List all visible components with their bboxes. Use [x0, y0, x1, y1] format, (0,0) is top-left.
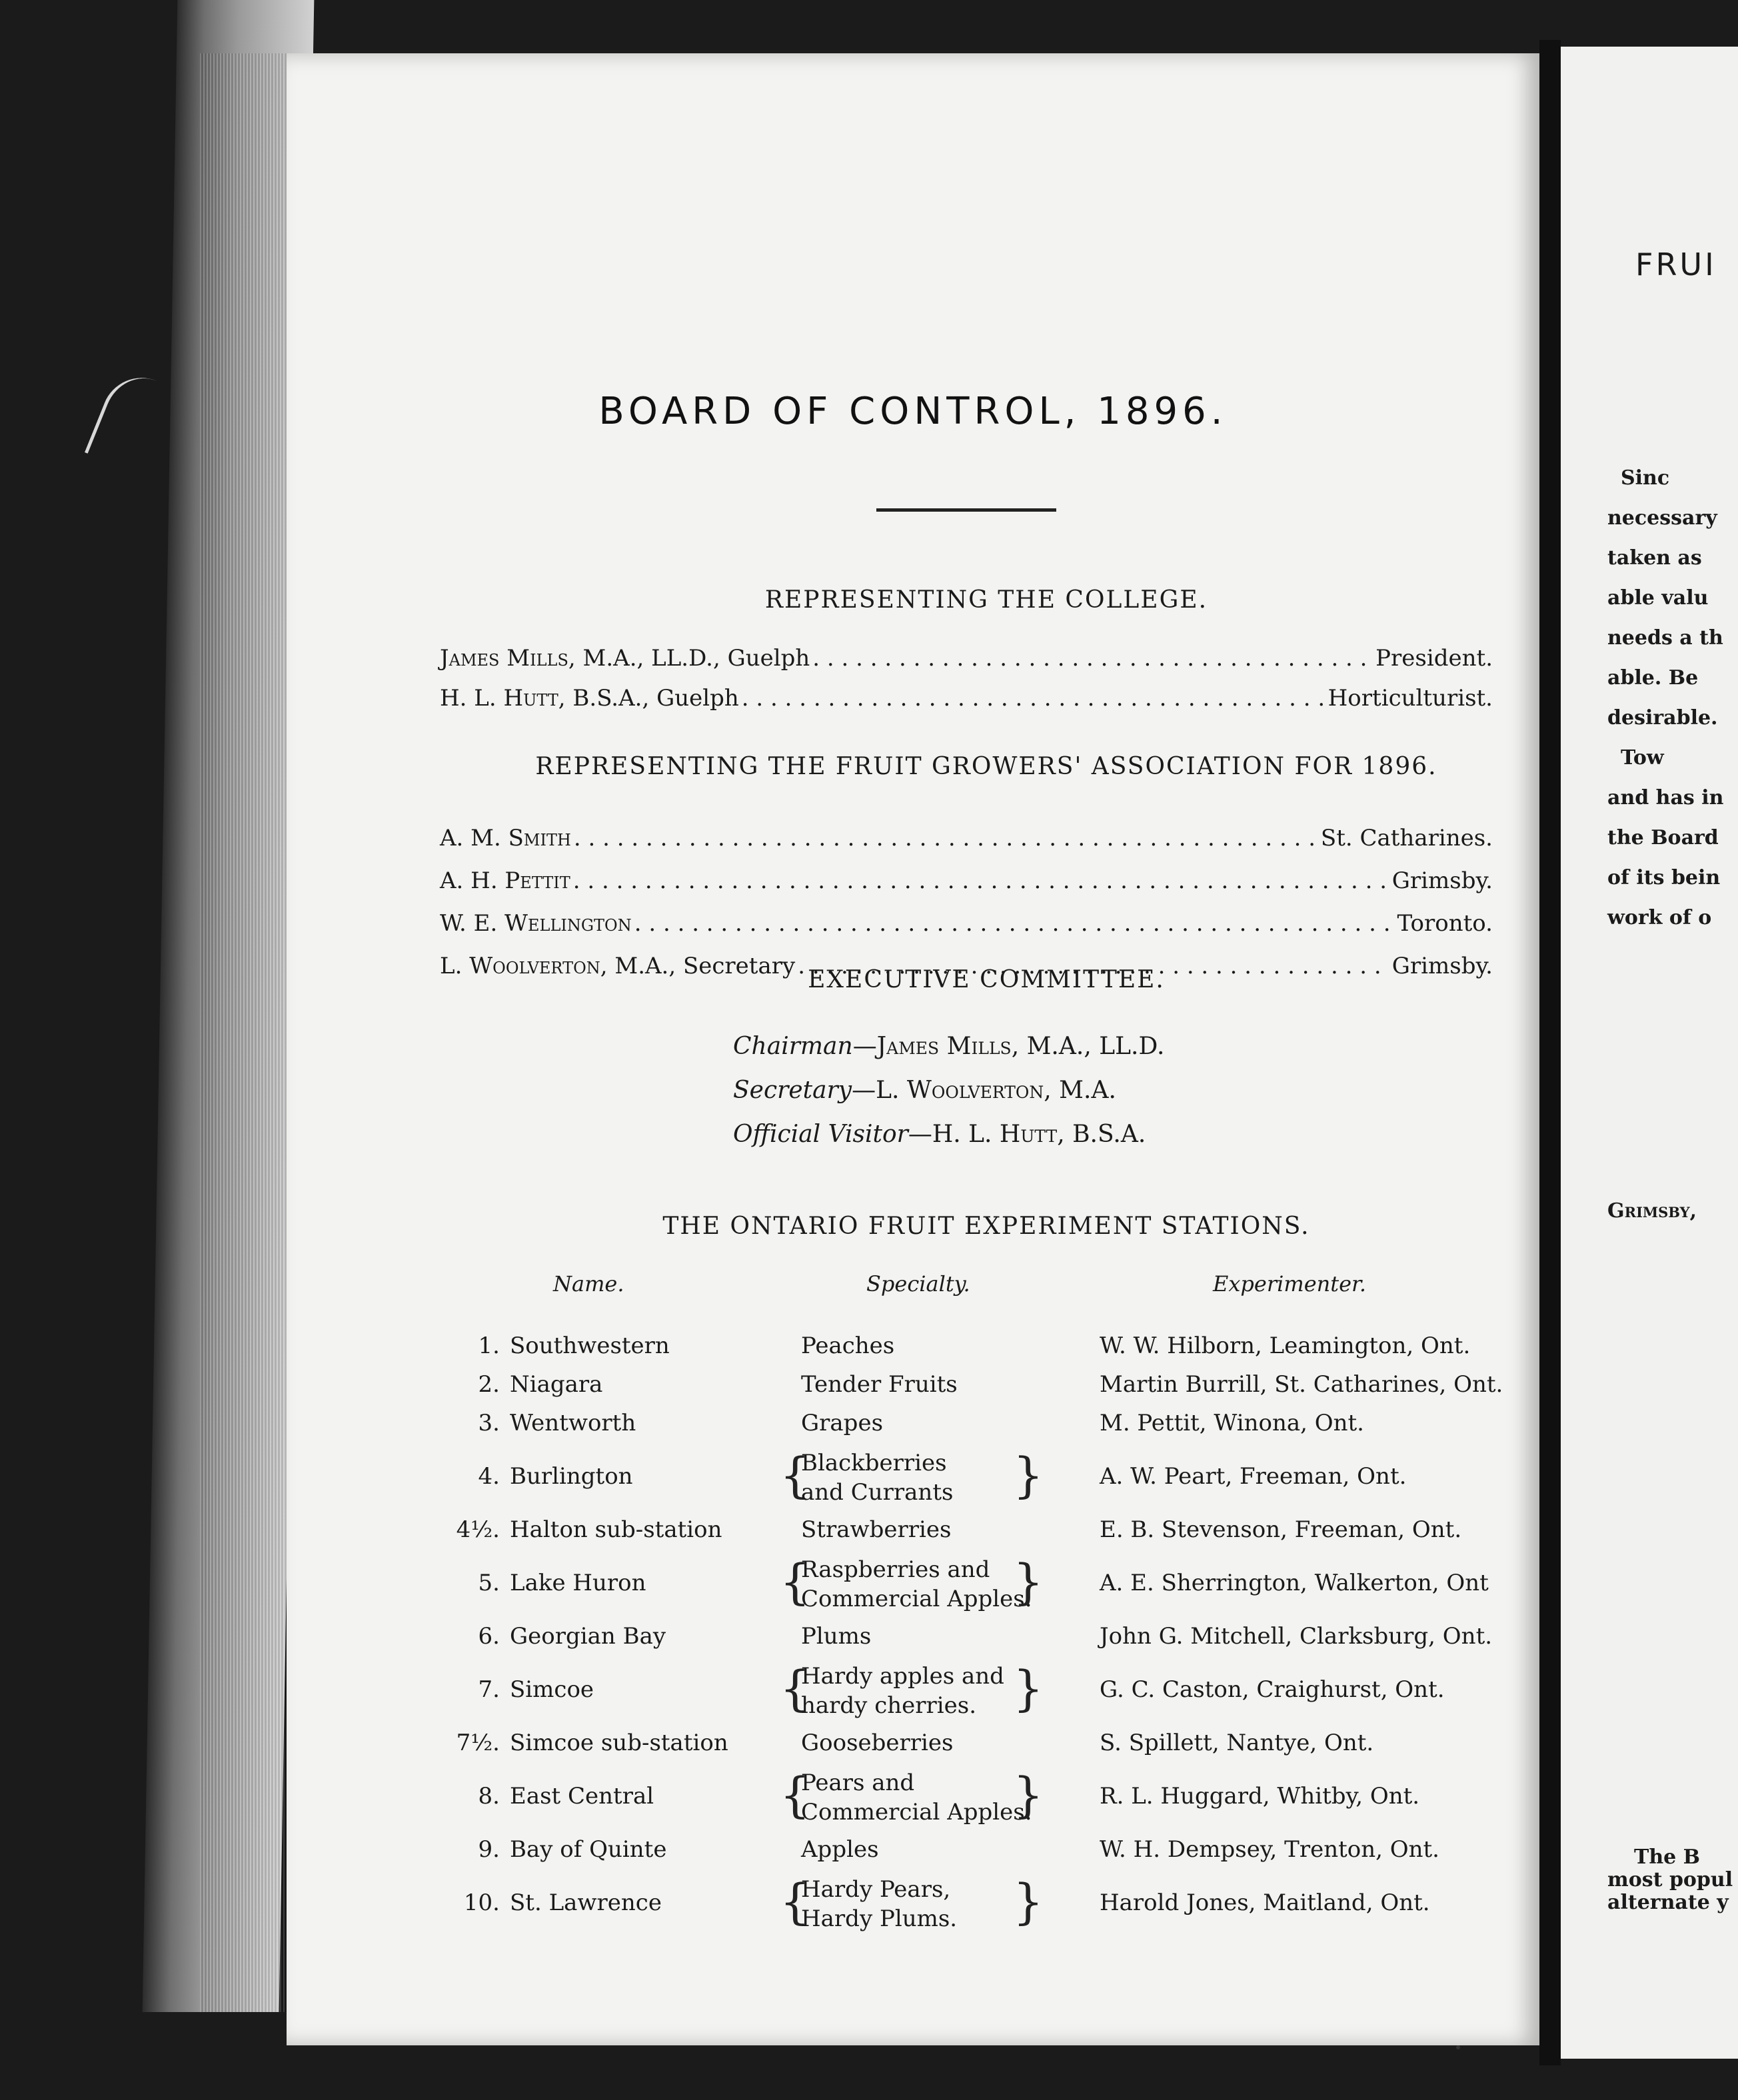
station-number: 10.	[463, 1889, 500, 1916]
right-page-line: and has in	[1607, 786, 1724, 809]
brace-close: }	[1013, 1660, 1044, 1716]
station-specialty: Gooseberries	[801, 1730, 954, 1756]
right-page-line: the Board	[1607, 826, 1719, 849]
station-experimenter: W. W. Hilborn, Leamington, Ont.	[1100, 1332, 1471, 1359]
fga-member-place: Toronto.	[1397, 910, 1493, 937]
specialty-line: hardy cherries.	[801, 1692, 977, 1719]
station-specialty	[801, 1662, 1004, 1720]
college-member-row	[440, 645, 1493, 677]
brace-open: {	[780, 1767, 810, 1823]
station-name: East Central	[510, 1783, 654, 1810]
station-name: Simcoe	[510, 1676, 594, 1703]
right-page-signature: Grimsby,	[1607, 1199, 1697, 1223]
station-name: Lake Huron	[510, 1570, 646, 1596]
fga-member-place: St. Catharines.	[1320, 825, 1493, 851]
station-name: Georgian Bay	[510, 1623, 666, 1650]
dot-leader	[573, 867, 1389, 894]
station-experimenter: A. E. Sherrington, Walkerton, Ont	[1100, 1570, 1489, 1596]
executive-sep: —	[908, 1121, 932, 1148]
station-experimenter: A. W. Peart, Freeman, Ont.	[1100, 1463, 1407, 1490]
brace-open: {	[780, 1873, 810, 1929]
college-member-row	[440, 685, 1493, 717]
station-row	[446, 1768, 1499, 1832]
station-number: 8.	[478, 1783, 500, 1810]
station-experimenter: W. H. Dempsey, Trenton, Ont.	[1100, 1836, 1439, 1863]
executive-heading: EXECUTIVE COMMITTEE.	[808, 966, 1165, 993]
brace-open: {	[780, 1660, 810, 1716]
brace-close: }	[1013, 1873, 1044, 1929]
page-speck	[1456, 2045, 1460, 2049]
station-experimenter: M. Pettit, Winona, Ont.	[1100, 1410, 1364, 1436]
executive-name: James Mills	[876, 1033, 1012, 1060]
right-page-bottom-line: alternate y	[1607, 1891, 1729, 1914]
brace-close: }	[1013, 1767, 1044, 1823]
station-specialty: Peaches	[801, 1332, 895, 1359]
station-number: 4½.	[456, 1516, 500, 1543]
specialty-line: Hardy apples and	[801, 1663, 1004, 1690]
station-number: 7½.	[456, 1730, 500, 1756]
station-name: Niagara	[510, 1371, 603, 1398]
station-number: 3.	[478, 1410, 500, 1436]
fga-member-name	[440, 825, 571, 851]
station-experimenter: John G. Mitchell, Clarksburg, Ont.	[1100, 1623, 1493, 1650]
college-member-name	[440, 645, 810, 672]
dot-leader	[742, 685, 1325, 712]
right-page-bottom-line: The B	[1634, 1845, 1701, 1869]
station-number: 1.	[478, 1332, 500, 1359]
right-page-line: able. Be	[1607, 666, 1699, 690]
fga-member-name	[440, 867, 570, 894]
station-specialty	[801, 1875, 957, 1933]
station-specialty: Apples	[801, 1836, 879, 1863]
station-number: 4.	[478, 1463, 500, 1490]
executive-sep: —	[852, 1077, 876, 1104]
station-row	[446, 1448, 1499, 1512]
right-page-line: able valu	[1607, 586, 1709, 610]
station-specialty	[801, 1768, 1032, 1827]
station-row	[446, 1555, 1499, 1619]
left-page	[287, 53, 1539, 2045]
executive-line	[733, 1121, 1146, 1148]
college-member-role: President.	[1375, 645, 1493, 672]
station-number: 2.	[478, 1371, 500, 1398]
station-specialty: Plums	[801, 1623, 872, 1650]
station-experimenter: G. C. Caston, Craighurst, Ont.	[1100, 1676, 1445, 1703]
brace-close: }	[1013, 1447, 1044, 1503]
brace-open: {	[780, 1554, 810, 1610]
member-name-smallcaps: James Mills	[440, 645, 568, 672]
member-name-smallcaps: L. Woolverton	[440, 953, 600, 979]
station-experimenter: E. B. Stevenson, Freeman, Ont.	[1100, 1516, 1462, 1543]
station-specialty: Strawberries	[801, 1516, 952, 1543]
station-number: 5.	[478, 1570, 500, 1596]
fga-member-row	[440, 825, 1493, 857]
station-number: 7.	[478, 1676, 500, 1703]
station-name: Wentworth	[510, 1410, 636, 1436]
member-name-rest: , M.A., Secretary	[600, 953, 796, 979]
executive-credentials: , B.S.A.	[1057, 1121, 1146, 1148]
right-page-heading: FRUI	[1635, 247, 1717, 282]
brace-open: {	[780, 1447, 810, 1503]
right-page-line: desirable.	[1607, 706, 1718, 730]
fga-heading: REPRESENTING THE FRUIT GROWERS' ASSOCIATION FOR 1896.	[535, 753, 1437, 780]
member-name-rest: , M.A., LL.D., Guelph	[568, 645, 810, 672]
station-specialty	[801, 1448, 953, 1507]
station-experimenter: R. L. Huggard, Whitby, Ont.	[1100, 1783, 1420, 1810]
specialty-line: Hardy Plums.	[801, 1905, 958, 1932]
book-gutter	[1539, 40, 1561, 2065]
specialty-line: Blackberries	[801, 1450, 947, 1476]
right-page-line: Tow	[1621, 746, 1664, 770]
specialty-line: Commercial Apples.	[801, 1586, 1032, 1612]
station-name: Halton sub-station	[510, 1516, 722, 1543]
executive-name: L. Woolverton	[876, 1077, 1044, 1104]
dot-leader	[634, 910, 1395, 937]
dot-leader	[812, 645, 1373, 672]
member-name-smallcaps: A. H. Pettit	[440, 867, 570, 894]
margin-mark	[85, 366, 172, 474]
station-experimenter: Harold Jones, Maitland, Ont.	[1100, 1889, 1430, 1916]
title-rule	[876, 508, 1056, 512]
station-row	[446, 1875, 1499, 1939]
station-name: Southwestern	[510, 1332, 670, 1359]
executive-credentials: , M.A., LL.D.	[1011, 1033, 1165, 1060]
station-specialty	[801, 1555, 1032, 1614]
college-heading: REPRESENTING THE COLLEGE.	[764, 586, 1208, 614]
station-name: Simcoe sub-station	[510, 1730, 728, 1756]
right-page-line: of its bein	[1607, 866, 1721, 889]
station-name: St. Lawrence	[510, 1889, 662, 1916]
executive-role: Official Visitor	[733, 1121, 908, 1148]
executive-name: H. L. Hutt	[932, 1121, 1058, 1148]
fga-member-name	[440, 910, 632, 937]
member-name-smallcaps: W. E. Wellington	[440, 910, 632, 937]
executive-role: Chairman	[733, 1033, 853, 1060]
right-page-line: necessary	[1607, 506, 1717, 530]
station-experimenter: Martin Burrill, St. Catharines, Ont.	[1100, 1371, 1503, 1398]
column-header-experimenter: Experimenter.	[1213, 1271, 1366, 1297]
executive-line	[733, 1077, 1116, 1104]
member-name-smallcaps: A. M. Smith	[440, 825, 571, 851]
specialty-line: Commercial Apples.	[801, 1799, 1032, 1826]
fga-member-row	[440, 867, 1493, 899]
fga-member-place: Grimsby.	[1391, 867, 1493, 894]
specialty-line: and Currants	[801, 1479, 954, 1506]
fga-member-row	[440, 910, 1493, 942]
station-experimenter: S. Spillett, Nantye, Ont.	[1100, 1730, 1374, 1756]
right-page-line: needs a th	[1607, 626, 1723, 650]
specialty-line: Hardy Pears,	[801, 1876, 951, 1903]
station-specialty: Tender Fruits	[801, 1371, 958, 1398]
right-page-line: Sinc	[1621, 466, 1670, 490]
executive-credentials: , M.A.	[1044, 1077, 1116, 1104]
executive-sep: —	[852, 1033, 877, 1060]
station-name: Bay of Quinte	[510, 1836, 667, 1863]
station-row	[446, 1662, 1499, 1726]
station-number: 9.	[478, 1836, 500, 1863]
brace-close: }	[1013, 1554, 1044, 1610]
stations-heading: THE ONTARIO FRUIT EXPERIMENT STATIONS.	[662, 1213, 1310, 1240]
member-name-rest: , B.S.A., Guelph	[558, 685, 739, 712]
station-name: Burlington	[510, 1463, 633, 1490]
member-name-smallcaps: H. L. Hutt	[440, 685, 558, 712]
page-title: BOARD OF CONTROL, 1896.	[598, 390, 1228, 433]
college-member-role: Horticulturist.	[1327, 685, 1493, 712]
dot-leader	[574, 825, 1318, 851]
station-number: 6.	[478, 1623, 500, 1650]
executive-role: Secretary	[733, 1077, 852, 1104]
station-specialty: Grapes	[801, 1410, 884, 1436]
right-page-line: work of o	[1607, 906, 1712, 929]
right-page	[1561, 47, 1738, 2059]
column-header-name: Name.	[553, 1271, 624, 1297]
specialty-line: Pears and	[801, 1770, 915, 1796]
specialty-line: Raspberries and	[801, 1556, 990, 1583]
college-member-name	[440, 685, 739, 712]
column-header-specialty: Specialty.	[866, 1271, 970, 1297]
page-stack-lines	[200, 53, 293, 2012]
fga-member-place: Grimsby.	[1391, 953, 1493, 979]
right-page-bottom-line: most popul	[1607, 1868, 1733, 1891]
executive-line	[733, 1033, 1165, 1060]
right-page-line: taken as	[1607, 546, 1702, 570]
